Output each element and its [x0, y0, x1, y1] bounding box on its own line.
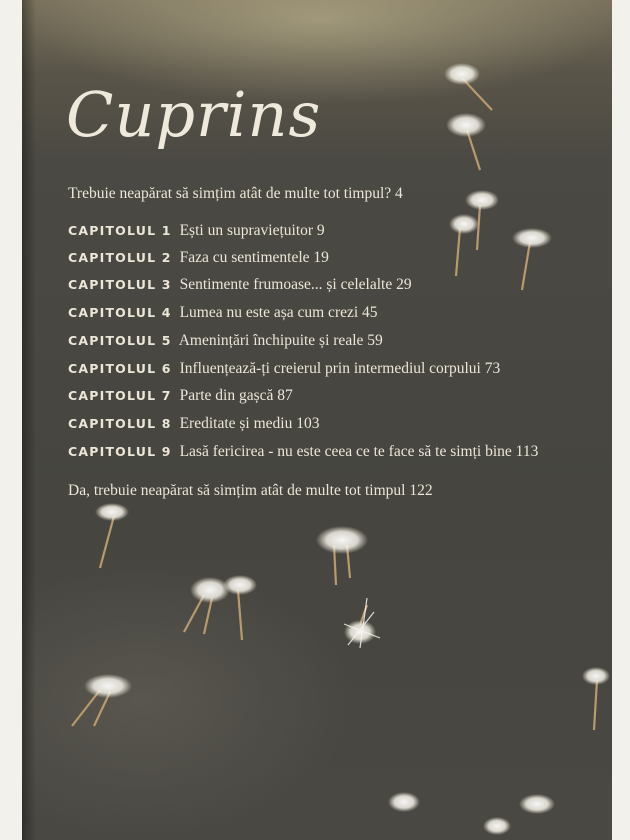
- toc-chapter-4: [68, 304, 378, 322]
- chapter-title: Ești un supraviețuitor 9: [179, 222, 325, 239]
- chapter-label: CAPITOLUL 5: [68, 333, 172, 348]
- chapter-title: Amenințări închipuite și reale 59: [178, 332, 383, 349]
- chapter-label: CAPITOLUL 1: [68, 223, 172, 238]
- chapter-title: Ereditate și mediu 103: [179, 415, 320, 432]
- toc-chapter-5: [68, 332, 383, 350]
- page-title: Cuprins: [66, 78, 322, 151]
- chapter-title: Faza cu sentimentele 19: [179, 249, 329, 266]
- toc-intro: Trebuie neapărat să simțim atât de multe tot timpul? 4: [68, 185, 403, 202]
- book-page: [22, 0, 612, 840]
- chapter-title: Parte din gașcă 87: [179, 387, 293, 404]
- toc-chapter-6: [68, 360, 500, 378]
- toc-chapter-3: [68, 276, 412, 294]
- toc-chapter-2: [68, 249, 329, 267]
- toc-chapter-9: [68, 443, 538, 461]
- chapter-label: CAPITOLUL 2: [68, 250, 172, 265]
- chapter-title: Lumea nu este așa cum crezi 45: [179, 304, 378, 321]
- chapter-label: CAPITOLUL 8: [68, 416, 172, 431]
- chapter-title: Lasă fericirea - nu este ceea ce te face să te simți bine 113: [179, 443, 539, 460]
- chapter-label: CAPITOLUL 4: [68, 305, 172, 320]
- chapter-label: CAPITOLUL 3: [68, 277, 172, 292]
- toc-outro: Da, trebuie neapărat să simțim atât de multe tot timpul 122: [68, 482, 433, 499]
- chapter-title: Influențează-ți creierul prin intermediul corpului 73: [179, 360, 501, 377]
- chapter-title: Sentimente frumoase... și celelalte 29: [179, 276, 412, 293]
- chapter-label: CAPITOLUL 7: [68, 388, 172, 403]
- toc-chapter-8: [68, 415, 319, 433]
- toc-chapter-1: [68, 222, 325, 240]
- toc-chapter-7: [68, 387, 293, 405]
- chapter-label: CAPITOLUL 6: [68, 361, 172, 376]
- chapter-label: CAPITOLUL 9: [68, 444, 172, 459]
